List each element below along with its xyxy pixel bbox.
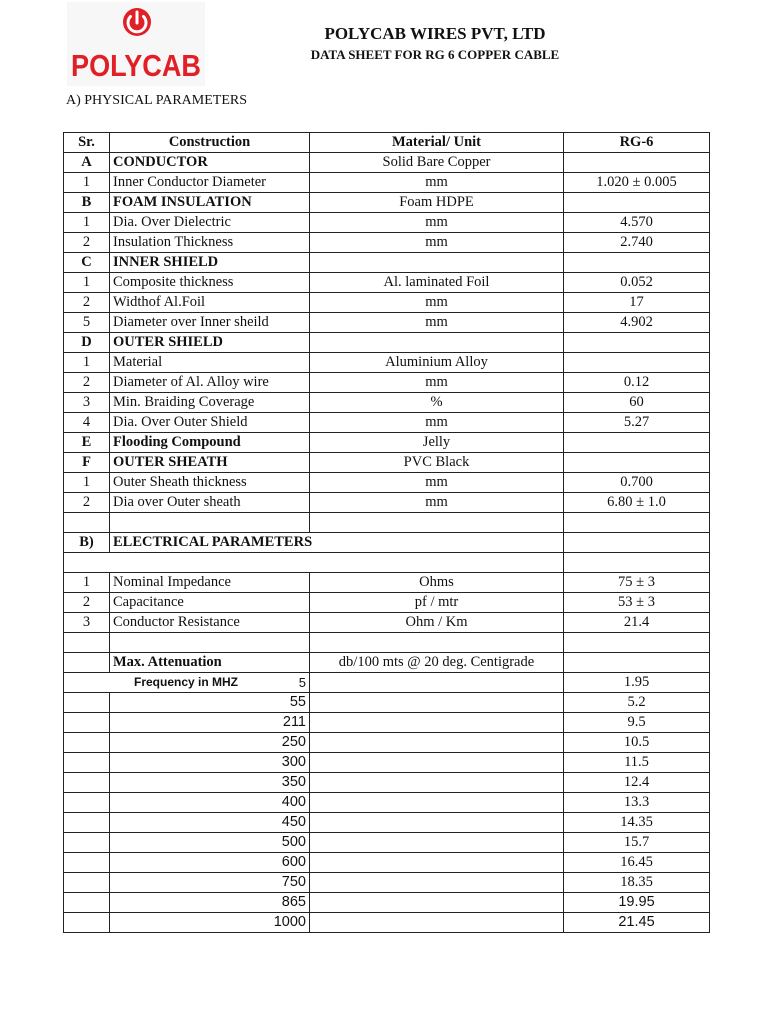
group-row	[64, 253, 710, 273]
data-sheet-table	[63, 132, 710, 933]
empty-row	[64, 633, 710, 653]
sr-cell: 1	[64, 353, 110, 373]
sr-cell: 1	[64, 273, 110, 293]
attenuation-row	[64, 673, 710, 693]
attenuation-row	[64, 733, 710, 753]
attenuation-header-row	[64, 653, 710, 673]
attenuation-label: Max. Attenuation	[110, 653, 310, 673]
material-cell: Al. laminated Foil	[310, 273, 564, 293]
section-b-label: ELECTRICAL PARAMETERS	[110, 533, 564, 553]
value-cell: 0.12	[564, 373, 710, 393]
empty-cell	[64, 553, 564, 573]
material-cell: Foam HDPE	[310, 193, 564, 213]
construction-cell: Dia. Over Outer Shield	[110, 413, 310, 433]
attenuation-value: 21.45	[564, 913, 710, 933]
attenuation-row	[64, 753, 710, 773]
value-cell	[564, 253, 710, 273]
attenuation-value: 12.4	[564, 773, 710, 793]
frequency-value: 500	[110, 833, 310, 853]
material-cell: Ohms	[310, 573, 564, 593]
attenuation-value: 10.5	[564, 733, 710, 753]
frequency-value: 450	[110, 813, 310, 833]
material-cell: PVC Black	[310, 453, 564, 473]
header-material-unit: Material/ Unit	[310, 133, 564, 153]
sr-cell: 3	[64, 613, 110, 633]
empty-cell	[64, 873, 110, 893]
empty-cell	[310, 513, 564, 533]
empty-cell	[310, 793, 564, 813]
group-row	[64, 453, 710, 473]
construction-cell: Conductor Resistance	[110, 613, 310, 633]
attenuation-row	[64, 713, 710, 733]
value-cell	[564, 333, 710, 353]
material-cell: mm	[310, 313, 564, 333]
empty-cell	[564, 653, 710, 673]
attenuation-value: 18.35	[564, 873, 710, 893]
sr-cell: 1	[64, 213, 110, 233]
construction-cell: Diameter over Inner sheild	[110, 313, 310, 333]
empty-cell	[64, 833, 110, 853]
sr-cell: A	[64, 153, 110, 173]
frequency-value: 300	[110, 753, 310, 773]
value-cell: 21.4	[564, 613, 710, 633]
empty-cell	[64, 853, 110, 873]
material-cell	[310, 253, 564, 273]
construction-cell: Dia. Over Dielectric	[110, 213, 310, 233]
material-cell: mm	[310, 233, 564, 253]
header-construction: Construction	[110, 133, 310, 153]
construction-cell: Inner Conductor Diameter	[110, 173, 310, 193]
logo-wordmark: POLYCAB	[71, 48, 201, 83]
polycab-logo	[67, 2, 205, 86]
empty-cell	[310, 813, 564, 833]
table-row	[64, 573, 710, 593]
material-cell	[310, 333, 564, 353]
frequency-value: 600	[110, 853, 310, 873]
frequency-label: Frequency in MHZ	[134, 675, 239, 689]
attenuation-value: 1.95	[564, 673, 710, 693]
material-cell: mm	[310, 173, 564, 193]
value-cell	[564, 153, 710, 173]
material-cell: mm	[310, 373, 564, 393]
table-row	[64, 393, 710, 413]
sr-cell: 1	[64, 173, 110, 193]
value-cell: 0.700	[564, 473, 710, 493]
frequency-value: 1000	[110, 913, 310, 933]
empty-cell	[64, 693, 110, 713]
power-icon	[123, 8, 151, 36]
value-cell: 6.80 ± 1.0	[564, 493, 710, 513]
empty-cell	[564, 533, 710, 553]
material-cell: mm	[310, 293, 564, 313]
construction-cell: Composite thickness	[110, 273, 310, 293]
attenuation-row	[64, 693, 710, 713]
group-row	[64, 153, 710, 173]
value-cell	[564, 193, 710, 213]
value-cell: 4.570	[564, 213, 710, 233]
attenuation-value: 11.5	[564, 753, 710, 773]
attenuation-row	[64, 853, 710, 873]
empty-cell	[64, 713, 110, 733]
header-sr: Sr.	[64, 133, 110, 153]
sr-cell: 3	[64, 393, 110, 413]
material-cell: Jelly	[310, 433, 564, 453]
section-b-code: B)	[64, 533, 110, 553]
construction-cell: Insulation Thickness	[110, 233, 310, 253]
attenuation-row	[64, 813, 710, 833]
value-cell: 0.052	[564, 273, 710, 293]
document-header	[300, 24, 570, 63]
table-row	[64, 233, 710, 253]
group-row	[64, 333, 710, 353]
empty-cell	[64, 733, 110, 753]
table-row	[64, 273, 710, 293]
sr-cell: 2	[64, 493, 110, 513]
construction-cell: Dia over Outer sheath	[110, 493, 310, 513]
sr-cell: 2	[64, 233, 110, 253]
section-b-row	[64, 533, 710, 553]
material-cell: mm	[310, 413, 564, 433]
sr-cell: F	[64, 453, 110, 473]
attenuation-value: 13.3	[564, 793, 710, 813]
header-rg6: RG-6	[564, 133, 710, 153]
construction-cell: INNER SHIELD	[110, 253, 310, 273]
sr-cell: 5	[64, 313, 110, 333]
sr-cell: E	[64, 433, 110, 453]
empty-cell	[310, 633, 564, 653]
material-cell: %	[310, 393, 564, 413]
construction-cell: Diameter of Al. Alloy wire	[110, 373, 310, 393]
frequency-value: 865	[110, 893, 310, 913]
table-row	[64, 353, 710, 373]
value-cell: 4.902	[564, 313, 710, 333]
material-cell: mm	[310, 493, 564, 513]
construction-cell: Flooding Compound	[110, 433, 310, 453]
empty-cell	[564, 553, 710, 573]
value-cell: 17	[564, 293, 710, 313]
empty-cell	[64, 753, 110, 773]
empty-cell	[110, 513, 310, 533]
table-row	[64, 613, 710, 633]
empty-cell	[310, 753, 564, 773]
frequency-value: 350	[110, 773, 310, 793]
empty-cell	[564, 513, 710, 533]
table-header-row	[64, 133, 710, 153]
empty-cell	[310, 693, 564, 713]
material-cell: mm	[310, 213, 564, 233]
attenuation-row	[64, 793, 710, 813]
empty-cell	[564, 633, 710, 653]
material-cell: Aluminium Alloy	[310, 353, 564, 373]
empty-cell	[64, 813, 110, 833]
empty-cell	[64, 773, 110, 793]
attenuation-value: 19.95	[564, 893, 710, 913]
section-a-heading: A) PHYSICAL PARAMETERS	[66, 93, 247, 108]
table-row	[64, 413, 710, 433]
empty-row	[64, 513, 710, 533]
value-cell	[564, 433, 710, 453]
frequency-value: 750	[110, 873, 310, 893]
value-cell	[564, 353, 710, 373]
attenuation-value: 9.5	[564, 713, 710, 733]
construction-cell: Widthof Al.Foil	[110, 293, 310, 313]
table-row	[64, 593, 710, 613]
value-cell: 1.020 ± 0.005	[564, 173, 710, 193]
empty-cell	[310, 713, 564, 733]
table-row	[64, 293, 710, 313]
empty-cell	[64, 513, 110, 533]
frequency-value: 55	[110, 693, 310, 713]
attenuation-row	[64, 773, 710, 793]
empty-cell	[310, 893, 564, 913]
empty-cell	[64, 633, 110, 653]
material-cell: pf / mtr	[310, 593, 564, 613]
group-row	[64, 433, 710, 453]
construction-cell: OUTER SHEATH	[110, 453, 310, 473]
empty-cell	[310, 873, 564, 893]
empty-cell	[110, 633, 310, 653]
frequency-value: 5	[298, 675, 306, 690]
empty-cell	[64, 653, 110, 673]
material-cell: Solid Bare Copper	[310, 153, 564, 173]
material-cell: Ohm / Km	[310, 613, 564, 633]
sr-cell: 2	[64, 373, 110, 393]
table-row	[64, 313, 710, 333]
value-cell: 60	[564, 393, 710, 413]
empty-cell	[310, 833, 564, 853]
attenuation-value: 16.45	[564, 853, 710, 873]
table-row	[64, 493, 710, 513]
empty-cell	[310, 673, 564, 693]
empty-cell	[64, 793, 110, 813]
attenuation-value: 15.7	[564, 833, 710, 853]
attenuation-row	[64, 873, 710, 893]
table-row	[64, 473, 710, 493]
empty-cell	[64, 913, 110, 933]
construction-cell: OUTER SHIELD	[110, 333, 310, 353]
group-row	[64, 193, 710, 213]
value-cell: 75 ± 3	[564, 573, 710, 593]
value-cell: 2.740	[564, 233, 710, 253]
frequency-value: 250	[110, 733, 310, 753]
sr-cell: 1	[64, 473, 110, 493]
construction-cell: CONDUCTOR	[110, 153, 310, 173]
construction-cell: Nominal Impedance	[110, 573, 310, 593]
frequency-value: 211	[110, 713, 310, 733]
sr-cell: 2	[64, 293, 110, 313]
table-row	[64, 373, 710, 393]
empty-cell	[310, 773, 564, 793]
material-cell: mm	[310, 473, 564, 493]
sr-cell: 2	[64, 593, 110, 613]
construction-cell: Material	[110, 353, 310, 373]
attenuation-row	[64, 833, 710, 853]
table-row	[64, 213, 710, 233]
value-cell: 5.27	[564, 413, 710, 433]
sr-cell: 1	[64, 573, 110, 593]
attenuation-value: 14.35	[564, 813, 710, 833]
attenuation-unit: db/100 mts @ 20 deg. Centigrade	[310, 653, 564, 673]
construction-cell: Min. Braiding Coverage	[110, 393, 310, 413]
empty-cell	[64, 893, 110, 913]
empty-cell	[310, 733, 564, 753]
attenuation-row	[64, 913, 710, 933]
construction-cell: FOAM INSULATION	[110, 193, 310, 213]
sr-cell: D	[64, 333, 110, 353]
attenuation-value: 5.2	[564, 693, 710, 713]
sr-cell: C	[64, 253, 110, 273]
empty-cell	[310, 913, 564, 933]
sr-cell: B	[64, 193, 110, 213]
document-subtitle: DATA SHEET FOR RG 6 COPPER CABLE	[310, 47, 560, 62]
sr-cell: 4	[64, 413, 110, 433]
construction-cell: Capacitance	[110, 593, 310, 613]
attenuation-row	[64, 893, 710, 913]
table-row	[64, 173, 710, 193]
company-name: POLYCAB WIRES PVT, LTD	[324, 24, 546, 43]
empty-cell	[310, 853, 564, 873]
frequency-value: 400	[110, 793, 310, 813]
frequency-cell	[64, 673, 310, 693]
value-cell: 53 ± 3	[564, 593, 710, 613]
construction-cell: Outer Sheath thickness	[110, 473, 310, 493]
value-cell	[564, 453, 710, 473]
spacer-row	[64, 553, 710, 573]
